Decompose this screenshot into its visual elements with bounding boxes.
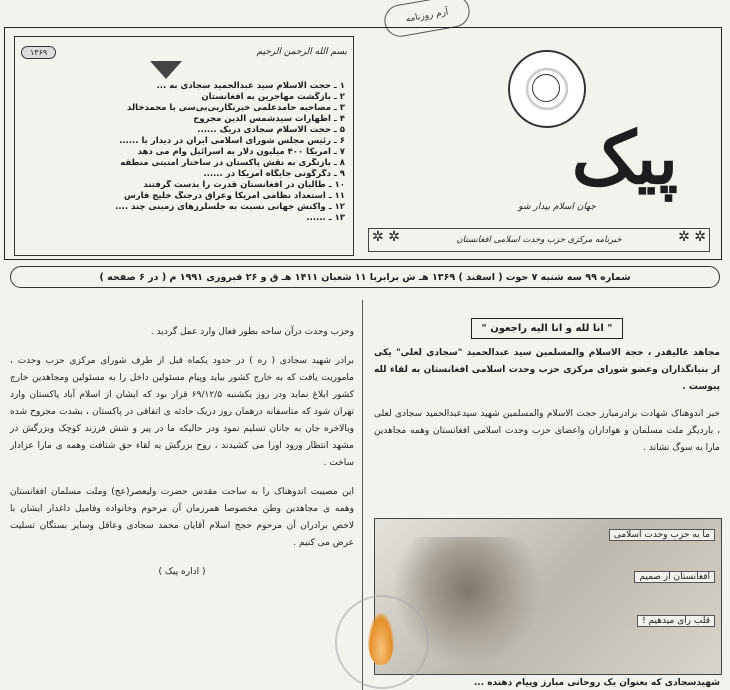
toc-item: ۲ ـ بازگشت مهاجرین به افغانستان [201, 92, 345, 102]
right-column [374, 318, 720, 467]
bismillah-text: بسم الله الرحمن الرحیم [256, 47, 347, 57]
masthead [362, 36, 716, 256]
toc-item: ۸ ـ بازنگری به نقش پاکستان در ساختار امنیتی منطقه [120, 158, 345, 168]
flame-icon [368, 613, 394, 665]
photo-caption: افغانستان از صمیم [634, 571, 715, 583]
corner-stamp: آرم روزنامه [382, 0, 472, 39]
photo-caption: قلب رای میدهیم ! [637, 615, 715, 627]
body-paragraph: خبر اندوهناک شهادت برادرمبارز حجت الاسلام والمسلمین شهید سیدعبدالحمید سجادی لعلی ، باردیگر ملت مسلمان و هواداران واعضای حزب وحدت اسلامی افغانستان وهمه مجاهدین مارا به سوگ نشاند . [374, 409, 720, 453]
newspaper-title: پیک [571, 115, 678, 200]
paragraph: وحزب وحدت درآن ساحه بطور فعال وارد عمل گردید . [150, 327, 354, 337]
lead-paragraph: مجاهد عالیقدر ، حجة الاسلام والمسلمین سید عبدالحمید "سجادی لعلی" یکی از بنیانگذاران وعضو شورای مرکزی حزب وحدت اسلامی افغانستان به لقاء لله پیوست . [374, 348, 720, 392]
paragraph: این مصیبت اندوهناک را به ساحت مقدس حضرت ولیعصر(عج) وملت مسلمان افغانستان وهمه ی مجاهدین وطن مخصوصا همرزمان آن مرحوم وخانواده وفامیل داغدار ایشان با لاخص برادران آن مرحوم حجج اسلام آقایان محمد سجادی وعاقل وسایر بستگان تسلیت عرض می کنیم . [10, 487, 354, 548]
table-of-contents [14, 36, 354, 256]
candle-watermark-icon [335, 595, 429, 689]
toc-item: ۱ ـ حجت الاسلام سید عبدالحمید سجادی به ... [156, 81, 345, 91]
toc-item: ۱۱ ـ استعداد نظامی آمریکا وعراق درجنگ خلیج فارس [123, 191, 345, 201]
star-ornament-icon: ✲ ✲ [372, 229, 400, 245]
signature: ( اداره پیک ) [158, 567, 206, 577]
star-ornament-icon: ✲ ✲ [678, 229, 706, 245]
toc-item: ۳ ـ مصاحبه حامدعلمی خبرنگاربی‌بی‌سی با محمدخالد [127, 103, 345, 113]
issue-info: شماره ۹۹ سه شنبه ۷ حوت ( اسفند ) ۱۳۶۹ هـ ش برابربا ۱۱ شعبان ۱۴۱۱ هـ ق و ۲۶ فبروری ۱۹۹۱ م ( در ۶ صفحه ) [10, 266, 720, 288]
emblem-center-icon [532, 74, 560, 102]
down-arrow-icon [150, 61, 182, 79]
photo-caption: ما به حزب وحدت اسلامی [609, 529, 715, 541]
toc-item: ۴ ـ اظهارات سیدشمس الدین مجروح [193, 114, 345, 124]
toc-item: ۱۰ ـ طالبان در افغانستان قدرت را بدست گرفتند [143, 180, 345, 190]
quran-verse: " انا لله و انا الیه راجعون " [471, 318, 624, 339]
paragraph: برادر شهید سجادی ( ره ) در حدود یکماه قبل از طرف شورای مرکزی حزب وحدت ، ماموریت یافت که به خارج کشور بیاید وپیام مسئولین داخل را به مسئولین ومجاهدین خارج کشور ابلاغ نماید ودر روز یکشنبه ۶۹/۱۲/۵ قرار بود که ایشان از اسلام آباد پاکستان وارد تهران شود که متاسفانه درهمان روز دریک حادثه ی اتفاقی در پاکستان ، بشدت مجروح شده وبالاخره جان به جانان تسلیم نمود ودر حالیکه ما در پیر و شش فرزند کوچک وبزرگش در مشهد انتظار ورود اورا می کشیدند ، روح بزرگش به لقاء حق شتافت وهمه ی مارا عزادار ساخت . [10, 356, 354, 468]
toc-item: ۷ ـ امریکا ۴۰۰ میلیون دلار به اسرائیل وام می دهد [137, 147, 345, 157]
toc-date-badge: ۱۳۶۹ [21, 46, 56, 59]
left-column [10, 324, 354, 581]
toc-header [21, 41, 347, 63]
toc-item: ۱۲ ـ واکنش جهانی نسبت به جلسلرزهای زمینی چند .... [115, 202, 345, 212]
masthead-slogan: جهان اسلام بیدار شو [518, 202, 596, 212]
masthead-subtitle: خبرنامه مرکزی حزب وحدت اسلامی افغانستان [368, 228, 710, 252]
toc-item: ۹ ـ دگرگونی جایگاه آمریکا در ...... [203, 169, 345, 179]
continued-paragraph: شهیدسجادی که بعنوان یک روحانی مبارز وپیام دهنده ... [473, 678, 720, 688]
toc-item: ۵ ـ حجت الاسلام سجادی دریک ...... [197, 125, 345, 135]
toc-item: ۶ ـ رئیس مجلس شورای اسلامی ایران در دیدار با ...... [119, 136, 345, 146]
toc-list [21, 81, 345, 224]
toc-item: ۱۳ ـ ...... [306, 213, 345, 223]
